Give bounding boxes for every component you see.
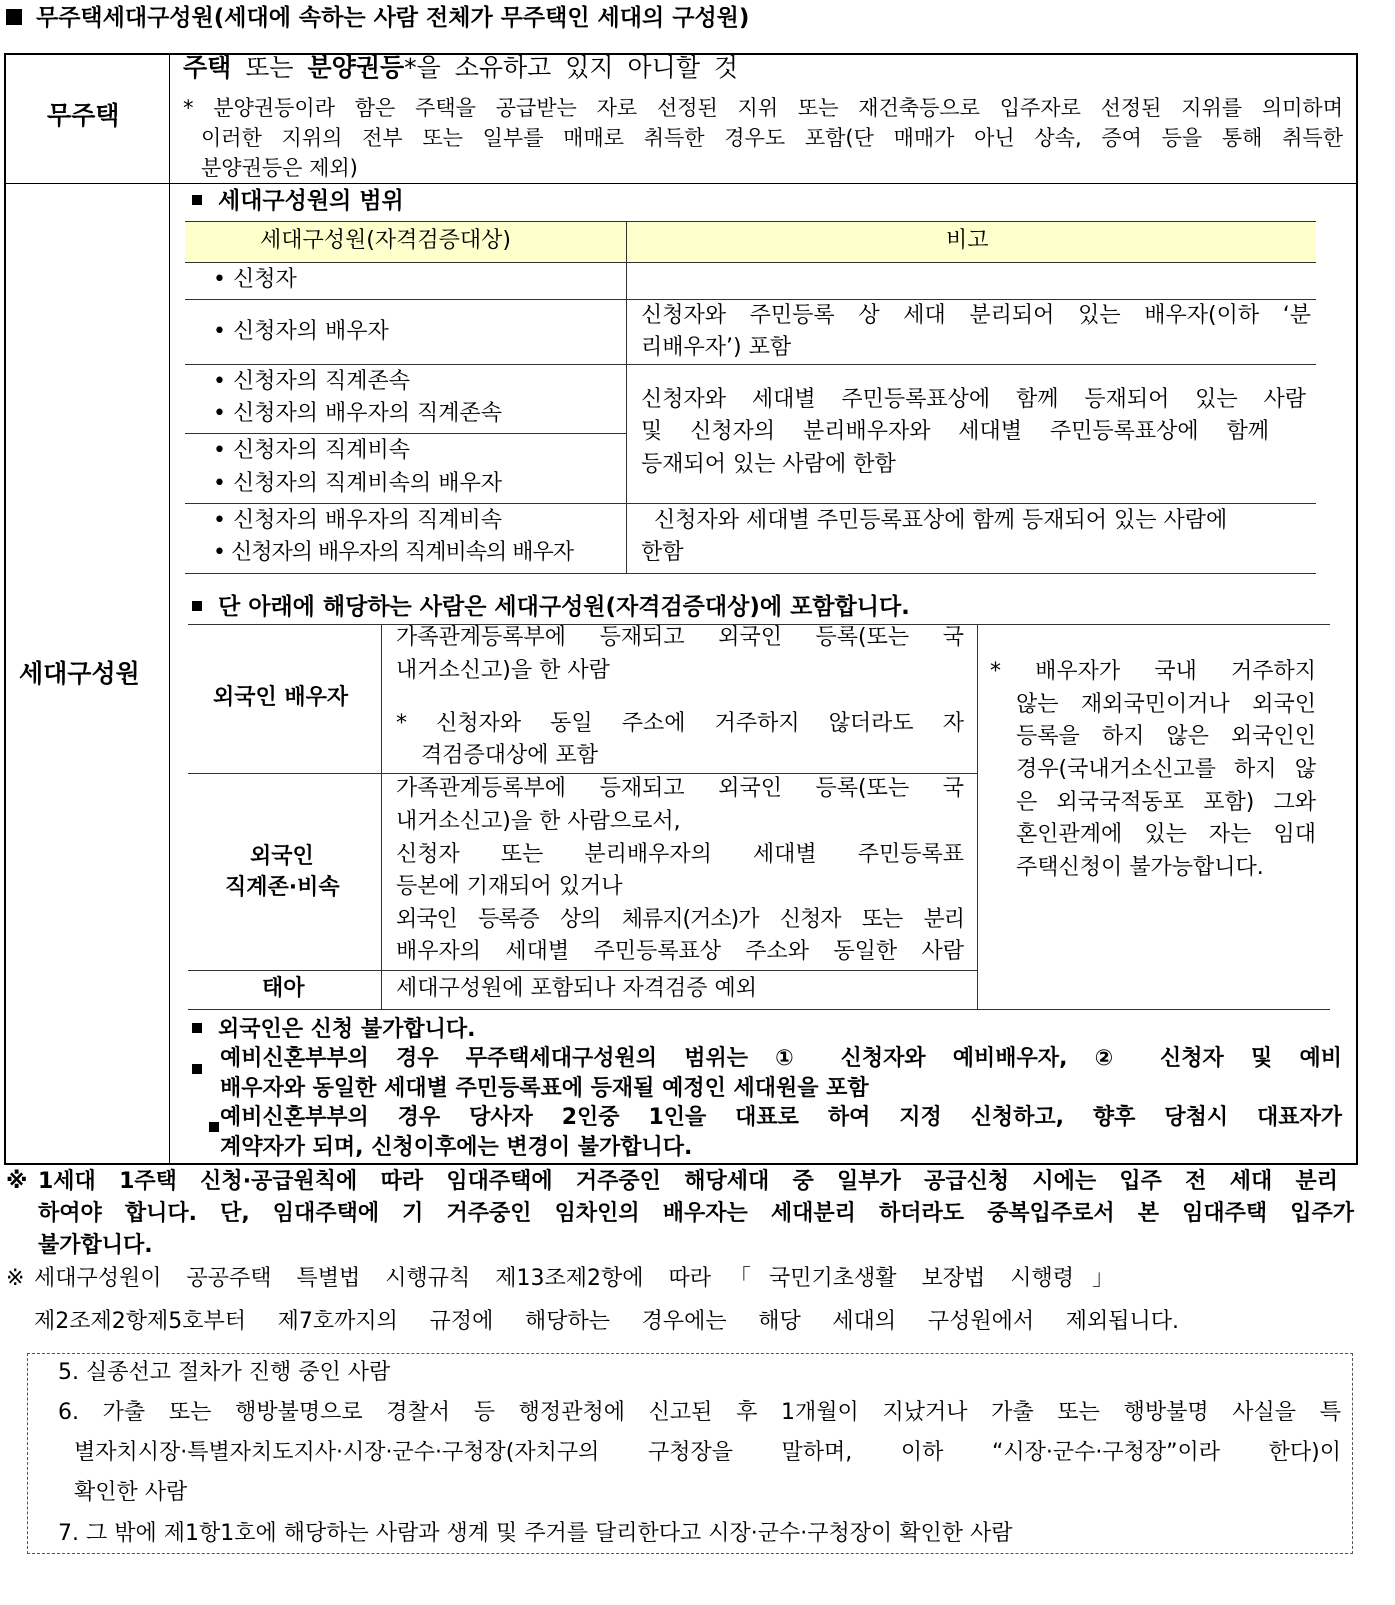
- scope-row5-item-1: • 신청자의 배우자의 직계비속: [213, 508, 502, 533]
- side-note-2: 않는 재외국민이거나 외국인: [1016, 692, 1316, 717]
- foreign-table-bottom: [188, 1009, 1330, 1010]
- foreign-spouse-line-2: 내거소신고)을 한 사람: [396, 658, 610, 683]
- scope-row34-note-2: 및 신청자의 분리배우자와 세대별 주민등록표상에 함께: [641, 419, 1269, 444]
- foreign-lineal-line-5: 외국인 등록증 상의 체류지(거소)가 신청자 또는 분리: [396, 907, 964, 932]
- scope-heading: 세대구성원의 범위: [192, 185, 404, 217]
- scope-row5-note-1: 신청자와 세대별 주민등록표상에 함께 등재되어 있는 사람에: [654, 508, 1228, 533]
- note1-line-2: 하여야 합니다. 단, 임대주택에 기 거주중인 임차인의 배우자는 세대분리 하더라도 중복입주로서 본 임대주택 입주가: [38, 1201, 1354, 1226]
- no-house-note-1: * 분양권등이라 함은 주택을 공급받는 자로 선정된 지위 또는 재건축등으로 입주자로 선정된 지위를 의미하며: [183, 96, 1343, 120]
- scope-table-bottom: [185, 573, 1316, 574]
- scope-row1-item: • 신청자: [213, 267, 297, 292]
- table-row-divider: [4, 183, 1358, 184]
- side-note-1: * 배우자가 국내 거주하지: [990, 659, 1316, 684]
- bullet-square-icon: [192, 195, 202, 205]
- note1-line-1: 1세대 1주택 신청·공급원칙에 따라 임대주택에 거주중인 해당세대 중 일부가 공급신청 시에는 입주 전 세대 분리: [38, 1169, 1338, 1194]
- scope-row2-note-2: 리배우자’) 포함: [641, 335, 792, 360]
- bullet-prenuptial-scope-1: 예비신혼부부의 경우 무주택세대구성원의 범위는 ① 신청자와 예비배우자, ② 신청자 및 예비: [220, 1046, 1342, 1071]
- scope-row3-item-1: • 신청자의 직계존속: [213, 369, 410, 394]
- foreign-lineal-line-3: 신청자 또는 분리배우자의 세대별 주민등록표: [396, 842, 964, 867]
- foreign-lineal-label-2: 직계존·비속: [225, 875, 340, 900]
- note2-line-2: 제2조제2항제5호부터 제7호까지의 규정에 해당하는 경우에는 해당 세대의 구성원에서 제외됩니다.: [34, 1309, 1179, 1334]
- box-item-6-line-3: 확인한 사람: [74, 1480, 188, 1505]
- foreign-lineal-line-2: 내거소신고)을 한 사람으로서,: [396, 809, 681, 834]
- include-heading: 단 아래에 해당하는 사람은 세대구성원(자격검증대상)에 포함합니다.: [192, 591, 910, 623]
- foreign-spouse-label: 외국인 배우자: [213, 685, 349, 710]
- no-house-word-or: 또는: [231, 53, 308, 82]
- no-house-main: [183, 52, 738, 84]
- scope-row34-note-3: 등재되어 있는 사람에 한함: [641, 452, 896, 477]
- scope-row2-note-1: 신청자와 주민등록 상 세대 분리되어 있는 배우자(이하 ‘분: [641, 303, 1311, 328]
- box-item-6-line-1: 6. 가출 또는 행방불명으로 경찰서 등 행정관청에 신고된 후 1개월이 지났거나 가출 또는 행방불명 사실을 특: [58, 1400, 1341, 1425]
- scope-table-top: [185, 221, 1316, 222]
- scope-col1-header: 세대구성원(자격검증대상): [260, 228, 511, 253]
- side-note-3: 등록을 하지 않은 외국인인: [1016, 724, 1316, 749]
- scope-table-row3-bottom: [185, 433, 626, 434]
- foreign-spouse-note-1: * 신청자와 동일 주소에 거주하지 않더라도 자: [396, 711, 964, 736]
- scope-table-header-bottom: [185, 262, 1316, 263]
- scope-table-row4-bottom: [185, 503, 1316, 504]
- box-item-5: 5. 실종선고 절차가 진행 중인 사람: [58, 1360, 391, 1385]
- note2-mark: ※: [6, 1266, 25, 1291]
- no-house-word-house: 주택: [183, 53, 232, 82]
- no-house-note-2: 이러한 지위의 전부 또는 일부를 매매로 취득한 경우도 포함(단 매매가 아닌 상속, 증여 등을 통해 취득한: [201, 126, 1343, 150]
- no-house-word-rest: *을 소유하고 있지 아니할 것: [404, 53, 739, 82]
- box-item-7: 7. 그 밖에 제1항1호에 해당하는 사람과 생계 및 주거를 달리한다고 시장·군수·구청장이 확인한 사람: [58, 1521, 1013, 1546]
- scope-col2-header: 비고: [946, 228, 989, 253]
- page-title: 무주택세대구성원(세대에 속하는 사람 전체가 무주택인 세대의 구성원): [6, 2, 749, 34]
- side-note-5: 은 외국국적동포 포함) 그와: [1016, 790, 1316, 815]
- foreign-spouse-line-1: 가족관계등록부에 등재되고 외국인 등록(또는 국: [396, 625, 964, 650]
- square-bullet-icon: [6, 9, 22, 25]
- scope-row5-item-2: • 신청자의 배우자의 직계비속의 배우자: [213, 540, 573, 565]
- fetus-label: 태아: [262, 976, 305, 1001]
- scope-table-row2-bottom: [185, 364, 1316, 365]
- foreign-spouse-note-2: 격검증대상에 포함: [421, 743, 599, 768]
- scope-row2-item: • 신청자의 배우자: [213, 319, 389, 344]
- table-label-divider: [169, 53, 170, 1165]
- scope-row5-note-2: 한함: [641, 540, 684, 565]
- scope-table-col-divider: [626, 221, 627, 573]
- bullet-square-icon: [209, 1122, 219, 1132]
- bullet-square-icon: [192, 601, 202, 611]
- side-note-4: 경우(국내거소신고를 하지 않: [1016, 757, 1316, 782]
- table-border-left: [4, 53, 6, 1165]
- side-note-6: 혼인관계에 있는 자는 임대: [1016, 822, 1316, 847]
- no-house-note-3: 분양권등은 제외): [201, 156, 358, 180]
- fetus-text: 세대구성원에 포함되나 자격검증 예외: [396, 976, 758, 1001]
- bullet-prenuptial-rep-2: 계약자가 되며, 신청이후에는 변경이 불가합니다.: [220, 1135, 693, 1160]
- no-house-word-rights: 분양권등: [307, 53, 405, 82]
- bullet-prenuptial-scope-2: 배우자와 동일한 세대별 주민등록표에 등재될 예정인 세대원을 포함: [220, 1076, 869, 1101]
- no-house-label: 무주택: [47, 101, 120, 130]
- note1-line-3: 불가합니다.: [38, 1233, 153, 1258]
- side-note-7: 주택신청이 불가능합니다.: [1016, 855, 1264, 880]
- foreign-table-col2: [977, 624, 978, 1009]
- box-item-6-line-2: 별자치시장·특별자치도지사·시장·군수·구청장(자치구의 구청장을 말하며, 이하 “시장·군수·구청장”이라 한다)이: [74, 1440, 1341, 1465]
- scope-row3-item-2: • 신청자의 배우자의 직계존속: [213, 401, 502, 426]
- foreign-lineal-line-4: 등본에 기재되어 있거나: [396, 874, 623, 899]
- bullet-square-icon: [192, 1064, 202, 1074]
- foreign-lineal-line-1: 가족관계등록부에 등재되고 외국인 등록(또는 국: [396, 776, 964, 801]
- foreign-lineal-line-6: 배우자의 세대별 주민등록표상 주소와 동일한 사람: [396, 939, 964, 964]
- bullet-prenuptial-rep-1: 예비신혼부부의 경우 당사자 2인중 1인을 대표로 하여 지정 신청하고, 향후 당첨시 대표자가: [220, 1105, 1342, 1130]
- scope-row4-item-2: • 신청자의 직계비속의 배우자: [213, 471, 502, 496]
- note2-line-1: 세대구성원이 공공주택 특별법 시행규칙 제13조제2항에 따라「국민기초생활 보장법 시행령」: [34, 1266, 1114, 1291]
- scope-row34-note-1: 신청자와 세대별 주민등록표상에 함께 등재되어 있는 사람: [641, 387, 1306, 412]
- bullet-square-icon: [192, 1023, 202, 1033]
- household-label: 세대구성원: [19, 659, 140, 688]
- bullet-foreigner: 외국인은 신청 불가합니다.: [192, 1015, 475, 1045]
- foreign-lineal-label-1: 외국인: [250, 844, 314, 869]
- table-border-bottom: [4, 1163, 1358, 1165]
- foreign-table-row2-bottom: [188, 970, 978, 971]
- table-border-right: [1356, 53, 1358, 1165]
- foreign-table-col1: [381, 624, 382, 1009]
- scope-row4-item-1: • 신청자의 직계비속: [213, 438, 410, 463]
- note1-mark: ※: [6, 1169, 28, 1194]
